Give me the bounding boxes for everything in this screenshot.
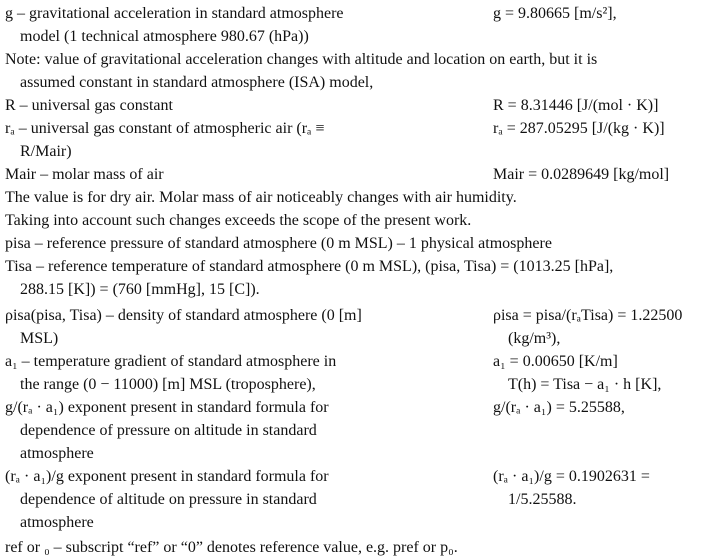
exp1-def-line1: g/(rₐ · a₁) exponent present in standard formula for [5, 399, 329, 416]
a1-def-line1: a₁ – temperature gradient of standard atmosphere in [5, 353, 337, 370]
rho-def-line2: MSL) [20, 330, 59, 347]
note-line2: assumed constant in standard atmosphere (ISA) model, [20, 74, 374, 91]
Tisa-def-line1: Tisa – reference temperature of standard atmosphere (0 m MSL), (pisa, Tisa) = (1013.25 [hPa], [5, 258, 614, 275]
Mair-value: Mair = 0.0289649 [kg/mol] [493, 166, 670, 183]
ref-subscript-def: ref or ₀ – subscript “ref” or “0” denotes reference value, e.g. pref or p₀. [5, 539, 458, 556]
exp1-value: g/(rₐ · a₁) = 5.25588, [493, 399, 625, 416]
rho-value-line2: (kg/m³), [508, 330, 561, 347]
a1-value-line1: a₁ = 0.00650 [K/m] [493, 353, 618, 370]
R-value: R = 8.31446 [J/(mol · K)] [493, 97, 659, 114]
R-def: R – universal gas constant [5, 97, 173, 114]
ra-def-line1: rₐ – universal gas constant of atmospheric air (rₐ ≡ [5, 120, 325, 137]
exp2-def-line3: atmosphere [20, 514, 94, 531]
rho-def-line1: ρisa(pisa, Tisa) – density of standard atmosphere (0 [m] [5, 307, 362, 324]
a1-def-line2: the range (0 − 11000) [m] MSL (troposphere), [20, 376, 316, 393]
exp2-def-line2: dependence of altitude on pressure in standard [20, 491, 317, 508]
Tisa-def-line2: 288.15 [K]) = (760 [mmHg], 15 [C]). [20, 281, 260, 298]
exp2-value-line1: (rₐ · a₁)/g = 0.1902631 = [493, 468, 650, 485]
pisa-def: pisa – reference pressure of standard atmosphere (0 m MSL) – 1 physical atmosphere [5, 235, 552, 252]
note-line1: Note: value of gravitational acceleration changes with altitude and location on earth, but it is [5, 51, 598, 68]
exp1-def-line3: atmosphere [20, 445, 94, 462]
exp1-def-line2: dependence of pressure on altitude in standard [20, 422, 317, 439]
dry-air-line2: Taking into account such changes exceeds the scope of the present work. [5, 212, 472, 229]
a1-value-line2: T(h) = Tisa − a₁ · h [K], [508, 376, 662, 393]
exp2-def-line1: (rₐ · a₁)/g exponent present in standard formula for [5, 468, 329, 485]
g-def-line2: model (1 technical atmosphere 980.67 (hPa)) [20, 28, 309, 45]
exp2-value-line2: 1/5.25588. [508, 491, 577, 508]
ra-value: rₐ = 287.05295 [J/(kg · K)] [493, 120, 665, 137]
g-value: g = 9.80665 [m/s²], [493, 5, 617, 22]
rho-value-line1: ρisa = pisa/(rₐTisa) = 1.22500 [493, 307, 683, 324]
g-def-line1: g – gravitational acceleration in standard atmosphere [5, 5, 344, 22]
ra-def-line2: R/Mair) [20, 143, 72, 160]
Mair-def: Mair – molar mass of air [5, 166, 164, 183]
dry-air-line1: The value is for dry air. Molar mass of air noticeably changes with air humidity. [5, 189, 517, 206]
